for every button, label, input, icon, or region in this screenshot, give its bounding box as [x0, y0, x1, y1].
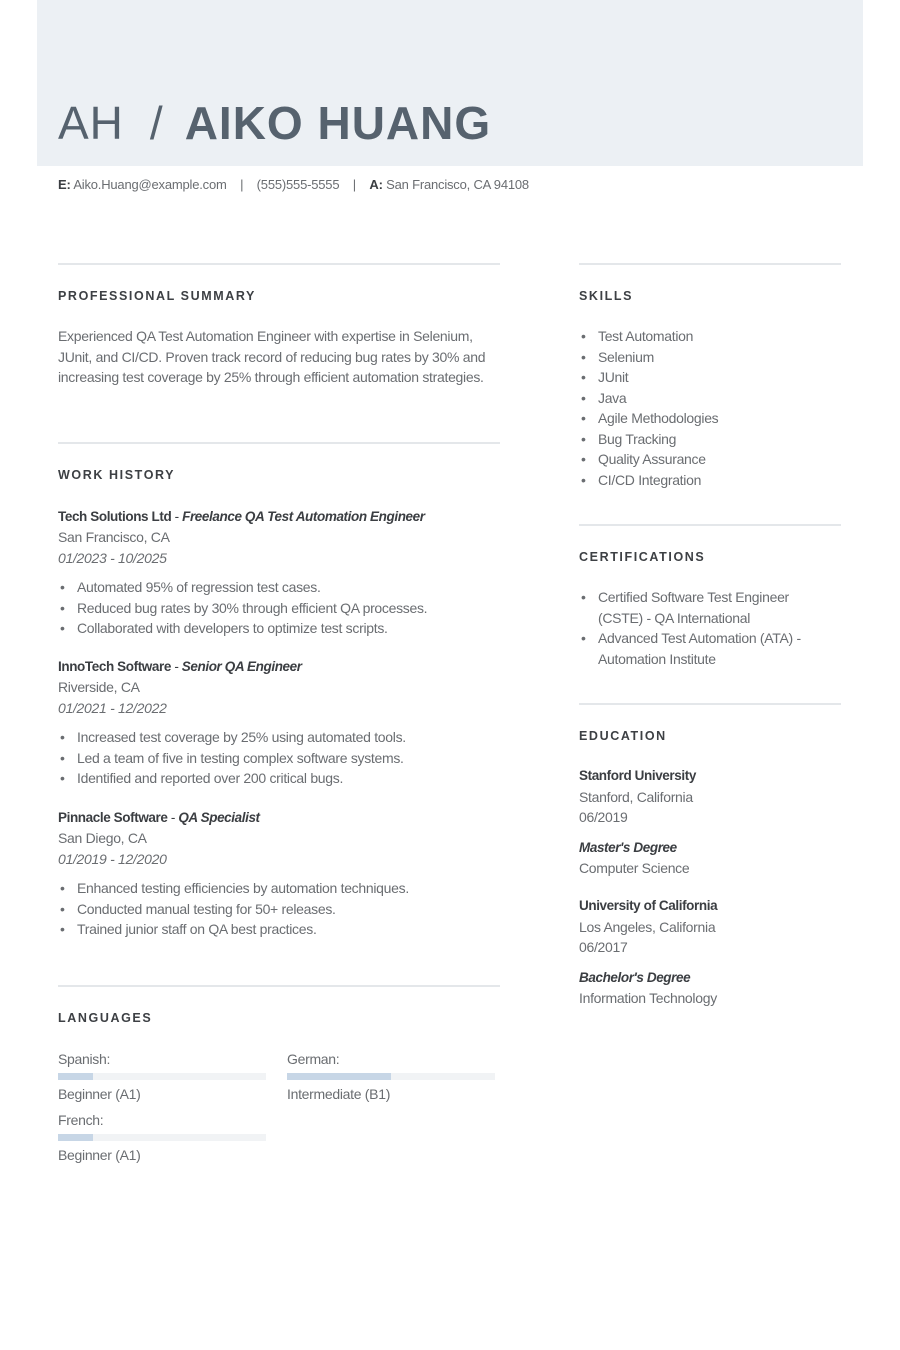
job-company: InnoTech Software	[58, 659, 171, 674]
name-line	[58, 96, 491, 156]
language-level-bar	[58, 1134, 266, 1141]
skill-item: • Quality Assurance	[579, 449, 841, 470]
education-location: Stanford, California	[579, 788, 693, 805]
education-date: 06/2019	[579, 809, 628, 825]
certification-item: • Certified Software Test Engineer (CSTE) - QA International	[579, 587, 819, 628]
job-bullets	[58, 878, 498, 940]
language-level-bar	[58, 1073, 266, 1080]
language-item	[287, 1049, 495, 1104]
language-item	[58, 1049, 266, 1104]
section-divider	[58, 442, 500, 444]
job-bullets	[58, 577, 498, 639]
education-date: 06/2017	[579, 939, 628, 955]
list-item: • Automated 95% of regression test cases.	[58, 577, 498, 598]
address-value: San Francisco, CA 94108	[386, 177, 529, 192]
summary-text: Experienced QA Test Automation Engineer with expertise in Selenium, JUnit, and CI/CD. Proven track record of reducing bug rates by 30% and increasing test coverage by 25% through efficient automation strategies.	[58, 328, 486, 385]
education-degree: Master's Degree	[579, 839, 677, 855]
skill-item: • JUnit	[579, 367, 841, 388]
skill-item: • Agile Methodologies	[579, 408, 841, 429]
job-heading	[58, 808, 498, 828]
education-entry	[579, 766, 849, 879]
language-level: Intermediate (B1)	[287, 1086, 391, 1102]
job-dash: -	[171, 509, 183, 524]
list-item: • Led a team of five in testing complex software systems.	[58, 748, 498, 769]
list-item: • Conducted manual testing for 50+ releases.	[58, 899, 498, 920]
skills-title: SKILLS	[579, 289, 634, 303]
job-dash: -	[167, 810, 179, 825]
list-item: • Enhanced testing efficiencies by automation techniques.	[58, 878, 498, 899]
job-location: San Diego, CA	[58, 830, 147, 846]
job-location: San Francisco, CA	[58, 529, 170, 545]
certifications-list	[579, 587, 819, 669]
summary-title: PROFESSIONAL SUMMARY	[58, 289, 256, 303]
language-name: Spanish:	[58, 1051, 111, 1067]
education-field: Computer Science	[579, 860, 690, 876]
education-entry	[579, 896, 849, 1009]
job-entry	[58, 657, 498, 789]
language-level-bar	[287, 1073, 495, 1080]
job-company: Tech Solutions Ltd	[58, 509, 172, 524]
section-divider	[579, 263, 841, 265]
languages-title: LANGUAGES	[58, 1011, 153, 1025]
section-divider	[58, 263, 500, 265]
job-dates: 01/2021 - 12/2022	[58, 699, 167, 716]
list-item: • Trained junior staff on QA best practices.	[58, 919, 498, 940]
certification-item: • Advanced Test Automation (ATA) - Automation Institute	[579, 628, 819, 669]
education-school: University of California	[579, 898, 718, 913]
skills-list	[579, 326, 841, 490]
name-slash: /	[149, 97, 163, 149]
section-divider	[579, 703, 841, 705]
language-level-fill	[287, 1073, 391, 1080]
job-location: Riverside, CA	[58, 679, 140, 695]
list-item: • Identified and reported over 200 critical bugs.	[58, 768, 498, 789]
language-name: French:	[58, 1112, 104, 1128]
list-item: • Collaborated with developers to optimize test scripts.	[58, 618, 498, 639]
job-entry	[58, 507, 498, 639]
job-company: Pinnacle Software	[58, 810, 168, 825]
job-dates: 01/2023 - 10/2025	[58, 549, 167, 566]
job-bullets	[58, 727, 498, 789]
job-dates: 01/2019 - 12/2020	[58, 850, 167, 867]
education-school: Stanford University	[579, 768, 696, 783]
language-level: Beginner (A1)	[58, 1086, 141, 1102]
language-level-fill	[58, 1134, 93, 1141]
job-dash: -	[170, 659, 182, 674]
job-role: Freelance QA Test Automation Engineer	[182, 509, 425, 524]
contact-separator: |	[240, 177, 244, 192]
work-history-title: WORK HISTORY	[58, 468, 176, 482]
contact-line	[58, 177, 529, 192]
skill-item: • Selenium	[579, 347, 841, 368]
education-field: Information Technology	[579, 990, 717, 1006]
email-label: E:	[58, 177, 71, 192]
contact-separator: |	[352, 177, 356, 192]
skill-item: • Test Automation	[579, 326, 841, 347]
phone-value[interactable]: (555)555-5555	[256, 177, 340, 192]
job-heading	[58, 657, 498, 677]
education-degree: Bachelor's Degree	[579, 969, 691, 985]
job-entry	[58, 808, 498, 940]
section-divider	[579, 524, 841, 526]
job-heading	[58, 507, 498, 527]
language-level-fill	[58, 1073, 93, 1080]
language-level: Beginner (A1)	[58, 1147, 141, 1163]
education-location: Los Angeles, California	[579, 918, 716, 935]
email-value[interactable]: Aiko.Huang@example.com	[73, 177, 227, 192]
education-title: EDUCATION	[579, 729, 667, 743]
full-name: AIKO HUANG	[184, 97, 492, 149]
address-label: A:	[369, 177, 383, 192]
list-item: • Increased test coverage by 25% using automated tools.	[58, 727, 498, 748]
language-item	[58, 1110, 266, 1165]
section-divider	[58, 985, 500, 987]
job-role: Senior QA Engineer	[181, 659, 302, 674]
certifications-title: CERTIFICATIONS	[579, 550, 706, 564]
language-name: German:	[287, 1051, 340, 1067]
skill-item: • CI/CD Integration	[579, 470, 841, 491]
name-initials: AH	[58, 97, 124, 149]
skill-item: • Bug Tracking	[579, 429, 841, 450]
skill-item: • Java	[579, 388, 841, 409]
list-item: • Reduced bug rates by 30% through efficient QA processes.	[58, 598, 498, 619]
job-role: QA Specialist	[178, 810, 260, 825]
